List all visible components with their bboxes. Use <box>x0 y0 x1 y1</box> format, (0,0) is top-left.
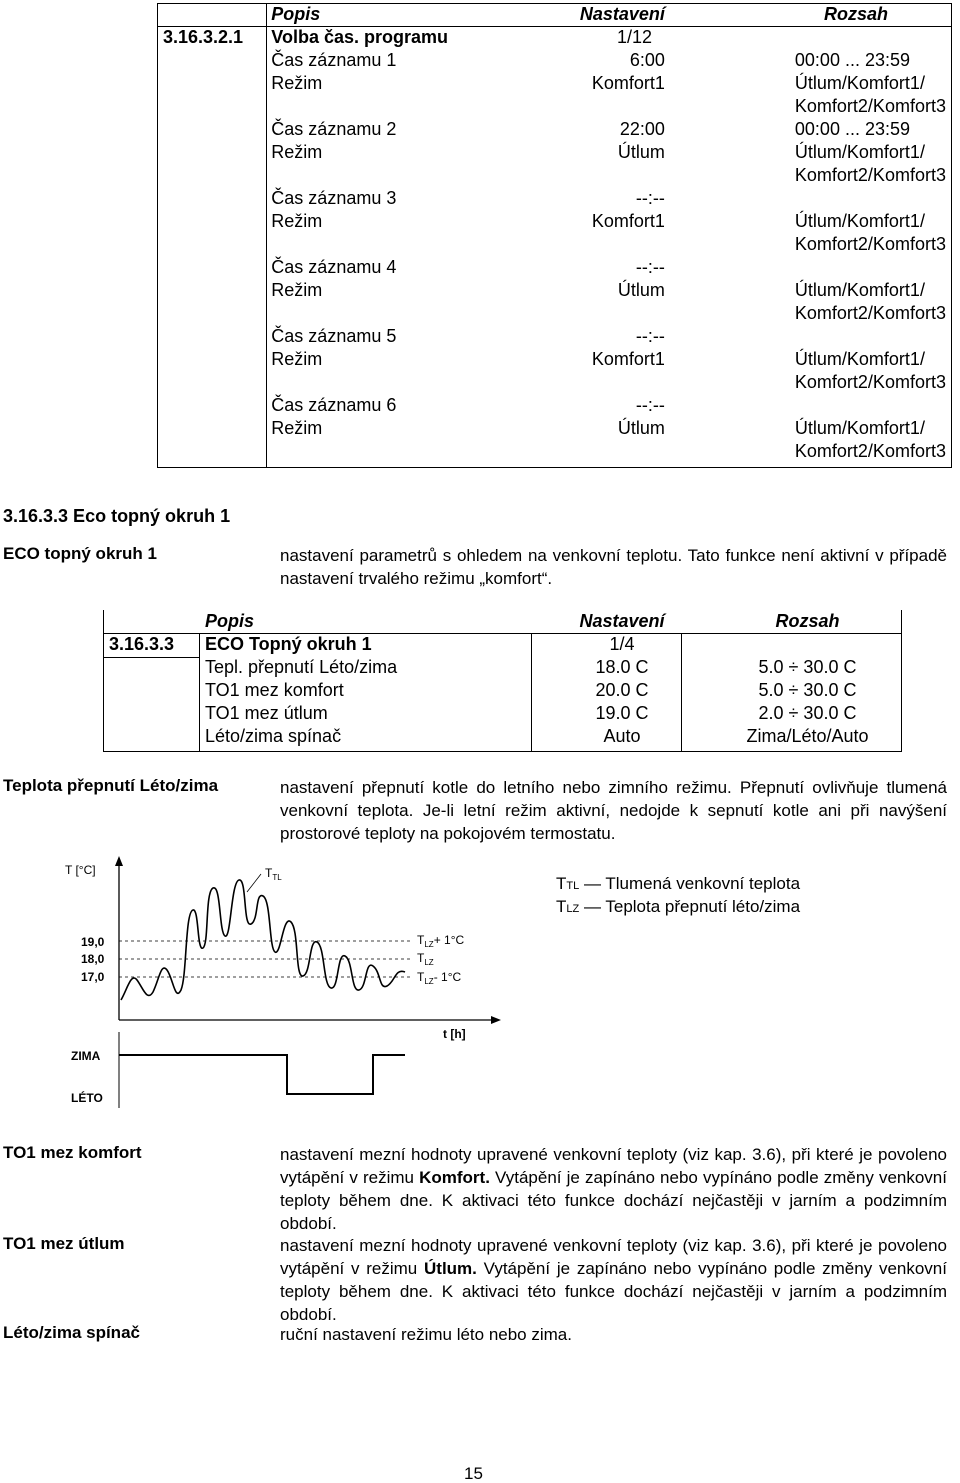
row-rozsah: 5.0 ÷ 30.0 C <box>758 657 857 677</box>
row-popis: Režim <box>271 349 323 369</box>
def-term-komfort: TO1 mez komfort <box>3 1143 142 1162</box>
row-nastaveni: Komfort1 <box>591 349 665 369</box>
row-popis: TO1 mez útlum <box>205 703 328 723</box>
tlz-minus-label: $T_{LZ}-$ 1°C <box>417 970 462 986</box>
tick-19: 19,0 <box>81 935 105 949</box>
t2-header-rozsah: Rozsah <box>775 611 840 631</box>
table1-frame <box>157 3 952 468</box>
row-nastaveni: --:-- <box>635 188 665 208</box>
def-desc-utlum: nastavení mezní hodnoty upravené venkovní teploty (viz kap. 3.6), při které je povoleno vytápění v režimu Útlum. Vytápění je zapínáno nebo vypínáno podle změny venkovní teploty během dne. K aktivaci této funkce dochází nejčastěji v jarním a podzimním období. <box>280 1236 947 1324</box>
teplota-term: Teplota přepnutí Léto/zima <box>3 776 219 795</box>
temperature-diagram <box>55 852 505 1112</box>
t-axis-label: T [°C] <box>65 863 96 877</box>
rozsah-line1: 00:00 ... 23:59 <box>794 50 910 70</box>
row-nastaveni: Auto <box>603 726 641 746</box>
row-nastaveni: Komfort1 <box>591 211 665 231</box>
rozsah-line1: Útlum/Komfort1/ <box>794 73 925 93</box>
eco-description: nastavení parametrů s ohledem na venkovní teplotu. Tato funkce není aktivní v případě nastavení trvalého režimu „komfort“. <box>280 546 947 588</box>
rozsah-line2: Komfort2/Komfort3 <box>794 303 946 323</box>
tlz-plus-label: $T_{LZ}+ 1^\circ C$ <box>417 933 465 949</box>
row-nastaveni: 19.0 C <box>595 703 649 723</box>
section-number: 3.16.3.2.1 <box>163 27 244 47</box>
tick-18: 18,0 <box>81 952 105 966</box>
row-popis: Čas záznamu 1 <box>271 50 397 70</box>
rozsah-line2: Komfort2/Komfort3 <box>794 96 946 116</box>
row-popis: Režim <box>271 280 323 300</box>
row-popis: Léto/zima spínač <box>205 726 342 746</box>
row-popis: Čas záznamu 6 <box>271 395 397 415</box>
row-popis: Čas záznamu 4 <box>271 257 397 277</box>
row-nastaveni: 6:00 <box>629 50 665 70</box>
zima-label: ZIMA <box>71 1049 101 1063</box>
section-value: 1/12 <box>616 27 652 47</box>
rozsah-line2: Komfort2/Komfort3 <box>794 234 946 254</box>
rozsah-line1: 00:00 ... 23:59 <box>794 119 910 139</box>
row-popis: Čas záznamu 3 <box>271 188 397 208</box>
header-nastaveni: Nastavení <box>579 4 665 24</box>
time-axis-label: t [h] <box>443 1027 466 1041</box>
rozsah-line1: Útlum/Komfort1/ <box>794 418 925 438</box>
section-heading: 3.16.3.3 Eco topný okruh 1 <box>3 506 231 526</box>
def-term-utlum: TO1 mez útlum <box>3 1234 125 1253</box>
t2-header-nastaveni: Nastavení <box>579 611 665 631</box>
row-nastaveni: --:-- <box>635 395 665 415</box>
t2-header-popis: Popis <box>205 611 255 631</box>
row-nastaveni: Komfort1 <box>591 73 665 93</box>
row-nastaveni: Útlum <box>617 280 665 300</box>
header-rozsah: Rozsah <box>823 4 888 24</box>
eco-term: ECO topný okruh 1 <box>3 544 157 563</box>
row-popis: Režim <box>271 142 323 162</box>
row-nastaveni: --:-- <box>635 257 665 277</box>
row-rozsah: Zima/Léto/Auto <box>746 726 869 746</box>
row-nastaveni: 22:00 <box>619 119 665 139</box>
leto-label: LÉTO <box>71 1091 103 1105</box>
row-popis: Režim <box>271 73 323 93</box>
tlz-label: $T_{LZ}$ <box>417 951 434 967</box>
header-popis: Popis <box>271 4 321 24</box>
rozsah-line1: Útlum/Komfort1/ <box>794 349 925 369</box>
season-step <box>119 1055 405 1094</box>
row-popis: Čas záznamu 5 <box>271 326 397 346</box>
page-number: 15 <box>464 1464 483 1483</box>
tick-17: 17,0 <box>81 970 105 984</box>
legend-tlz: TLZ — Teplota přepnutí léto/zima <box>556 897 801 916</box>
def-term-spinac: Léto/zima spínač <box>3 1323 140 1342</box>
temperature-curve <box>121 880 405 1000</box>
row-rozsah: 2.0 ÷ 30.0 C <box>758 703 857 723</box>
row-popis: Režim <box>271 418 323 438</box>
row-popis: Režim <box>271 211 323 231</box>
row-popis: Čas záznamu 2 <box>271 119 397 139</box>
table2-frame <box>103 610 902 752</box>
t2-section-value: 1/4 <box>609 634 635 654</box>
row-nastaveni: Útlum <box>617 142 665 162</box>
def-desc-komfort: nastavení mezní hodnoty upravené venkovní teploty (viz kap. 3.6), při které je povoleno vytápění v režimu Komfort. Vytápění je zapínáno nebo vypínáno podle změny venkovní teploty během dne. K aktivaci této funkce dochází nejčastěji v jarním a podzimním období. <box>280 1145 947 1233</box>
row-nastaveni: --:-- <box>635 326 665 346</box>
t2-section-title: ECO Topný okruh 1 <box>205 634 372 654</box>
section-title: Volba čas. programu <box>271 27 449 47</box>
rozsah-line1: Útlum/Komfort1/ <box>794 142 925 162</box>
rozsah-line1: Útlum/Komfort1/ <box>794 211 925 231</box>
teplota-description: nastavení přepnutí kotle do letního nebo zimního režimu. Přepnutí ovlivňuje tlumená venkovní teplota. Je-li letní režim aktivní, nedojde k sepnutí kotle ani při navýšení prostorové teploty na pokojovém termostatu. <box>280 778 947 843</box>
rozsah-line1: Útlum/Komfort1/ <box>794 280 925 300</box>
row-popis: Tepl. přepnutí Léto/zima <box>205 657 398 677</box>
row-nastaveni: 20.0 C <box>595 680 649 700</box>
rozsah-line2: Komfort2/Komfort3 <box>794 372 946 392</box>
row-popis: TO1 mez komfort <box>205 680 344 700</box>
row-rozsah: 5.0 ÷ 30.0 C <box>758 680 857 700</box>
row-nastaveni: 18.0 C <box>595 657 649 677</box>
t2-section-number: 3.16.3.3 <box>109 634 175 654</box>
def-desc-spinac: ruční nastavení režimu léto nebo zima. <box>280 1325 572 1344</box>
row-nastaveni: Útlum <box>617 418 665 438</box>
ttl-label: $T_{TL}$ <box>265 866 282 882</box>
rozsah-line2: Komfort2/Komfort3 <box>794 165 946 185</box>
rozsah-line2: Komfort2/Komfort3 <box>794 441 946 461</box>
legend-ttl: TTL — Tlumená venkovní teplota <box>556 874 801 893</box>
